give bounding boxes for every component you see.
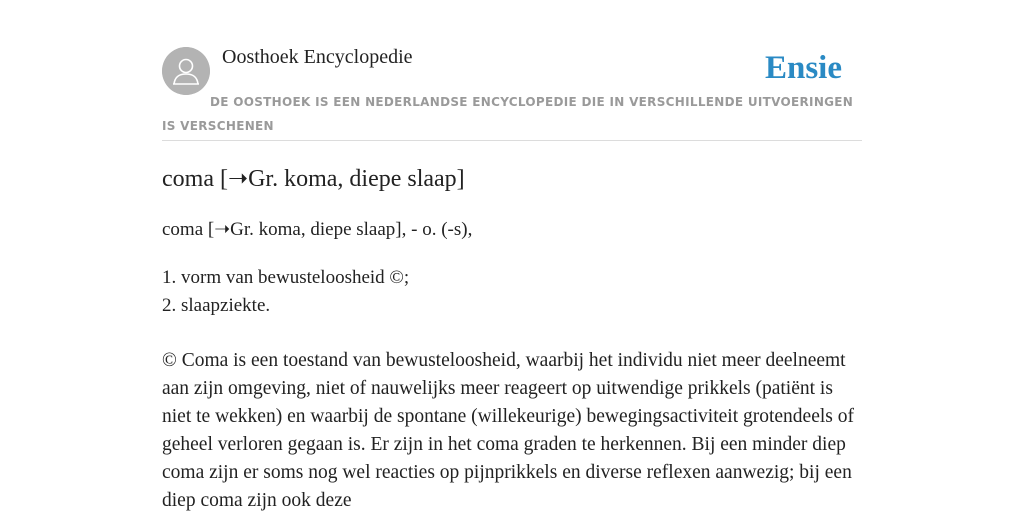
site-header — [162, 0, 862, 141]
page-container — [162, 0, 862, 511]
site-description: DE OOSTHOEK IS EEN NEDERLANDSE ENCYCLOPEDIE DIE IN VERSCHILLENDE UITVOERINGEN IS VERSCHENEN — [162, 95, 854, 133]
brand-logo[interactable]: Ensie — [764, 50, 842, 86]
site-title[interactable]: Oosthoek Encyclopedie — [222, 46, 413, 68]
definition-list — [162, 264, 409, 320]
entry-lemma: coma [➝Gr. koma, diepe slaap], - o. (-s), — [162, 219, 473, 240]
user-icon — [162, 47, 210, 95]
entry-body: © Coma is een toestand van bewusteloosheid, waarbij het individu niet meer deelneemt aan zijn omgeving, niet of nauwelijks meer reageert op uitwendige prikkels (patiënt is niet te wekken) en waarbij de spontane (willekeurige) bewegingsactiviteit grotendeels of geheel verloren gegaan is. Er zijn in het coma graden te herkennen. Bij een minder diep coma zijn er soms nog wel reacties op pijnprikkels en diverse reflexen aanwezig; bij een diep coma zijn ook deze — [162, 350, 854, 511]
entry-title: coma [➝Gr. koma, diepe slaap] — [162, 166, 465, 192]
definition-item: 1. vorm van bewusteloosheid ©; — [162, 267, 410, 288]
avatar[interactable] — [162, 47, 210, 95]
definition-item: 2. slaapziekte. — [162, 295, 271, 316]
